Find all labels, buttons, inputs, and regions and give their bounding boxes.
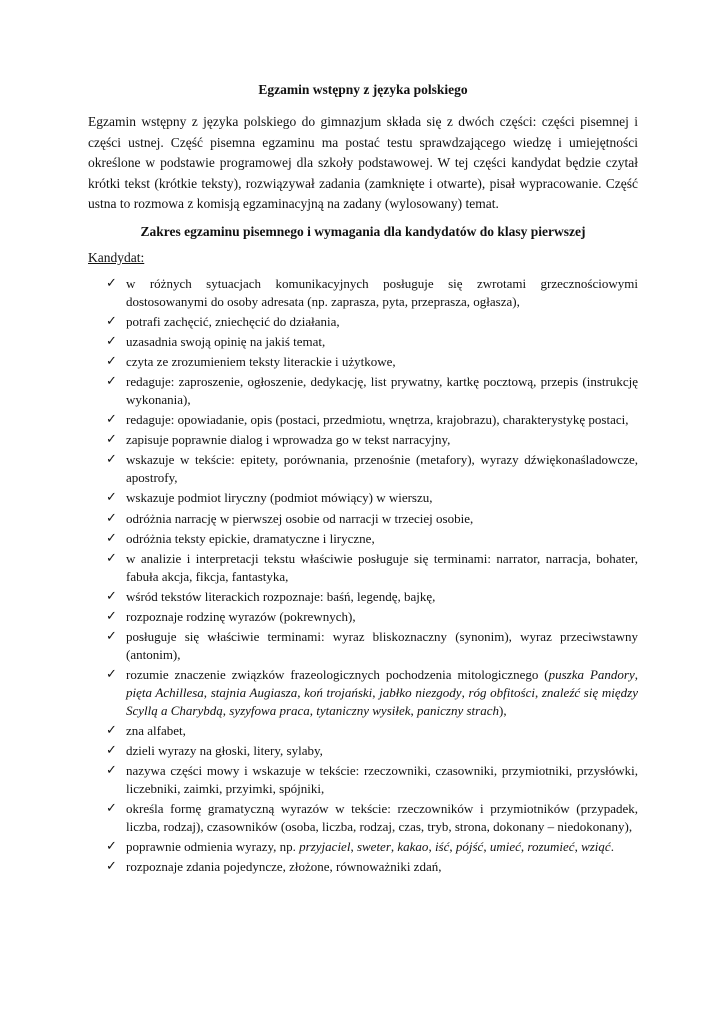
requirements-list xyxy=(88,275,638,876)
italic-term: róg obfitości xyxy=(468,684,535,700)
list-item-text xyxy=(126,431,638,449)
text-segment: wśród tekstów literackich rozpoznaje: baśń, legendę, bajkę, xyxy=(126,588,436,604)
italic-term: tytaniczny wysiłek xyxy=(316,702,411,718)
text-segment: , xyxy=(534,684,542,700)
checkmark-icon: ✓ xyxy=(106,334,117,350)
list-item xyxy=(88,353,638,371)
text-segment: , xyxy=(372,684,380,700)
text-segment: redaguje: zaproszenie, ogłoszenie, dedykację, list prywatny, kartkę pocztową, przepis (instrukcję wykonania), xyxy=(126,374,638,408)
checkmark-icon: ✓ xyxy=(106,722,117,738)
list-item-text xyxy=(126,722,638,740)
italic-term: puszka Pandory xyxy=(548,666,635,682)
list-item xyxy=(88,666,638,720)
list-item xyxy=(88,608,638,626)
checkmark-icon: ✓ xyxy=(106,510,117,526)
page-title: Egzamin wstępny z języka polskiego xyxy=(258,82,468,97)
text-segment: , xyxy=(520,839,528,854)
list-item xyxy=(88,800,638,836)
italic-term: syzyfowa praca xyxy=(229,702,310,718)
text-segment: czyta ze zrozumieniem teksty literackie i użytkowe, xyxy=(126,354,396,370)
checkmark-icon: ✓ xyxy=(106,354,117,370)
checkmark-icon: ✓ xyxy=(106,666,117,682)
list-item-text xyxy=(126,451,638,487)
list-item-text xyxy=(126,858,638,876)
checkmark-icon: ✓ xyxy=(106,588,117,604)
list-item-text xyxy=(126,666,638,720)
list-item-text xyxy=(126,510,638,528)
list-item xyxy=(88,550,638,586)
text-segment: rozpoznaje rodzinę wyrazów (pokrewnych), xyxy=(126,608,356,624)
checkmark-icon: ✓ xyxy=(106,275,117,291)
checkmark-icon: ✓ xyxy=(106,763,117,778)
text-segment: , xyxy=(483,839,490,854)
text-segment: , xyxy=(428,839,435,854)
list-item-text xyxy=(126,353,638,371)
italic-term: rozumieć xyxy=(527,839,575,854)
list-item-text xyxy=(126,313,638,331)
list-item xyxy=(88,275,638,311)
list-item xyxy=(88,722,638,740)
list-item-text xyxy=(126,608,638,626)
italic-term: sweter xyxy=(356,839,391,854)
section-heading: Zakres egzaminu pisemnego i wymagania dla kandydatów do klasy pierwszej xyxy=(140,223,586,239)
text-segment: ), xyxy=(498,702,507,718)
checkmark-icon: ✓ xyxy=(106,550,117,566)
list-item-text xyxy=(126,588,638,606)
italic-term: pięta Achillesa xyxy=(126,684,204,700)
text-segment: , xyxy=(222,702,230,718)
text-segment: poprawnie odmienia wyrazy, np. xyxy=(126,839,300,854)
list-item-text xyxy=(126,333,638,351)
italic-term: stajnia Augiasza xyxy=(210,684,298,700)
list-item-text xyxy=(126,800,638,836)
italic-term: koń trojański xyxy=(304,684,373,700)
list-item-text xyxy=(126,838,638,856)
list-item-text xyxy=(126,411,638,429)
list-item xyxy=(88,333,638,351)
italic-term: jabłko niezgody xyxy=(379,684,462,700)
list-item-text xyxy=(126,762,638,798)
list-item xyxy=(88,530,638,548)
text-segment: rozpoznaje zdania pojedyncze, złożone, równoważniki zdań, xyxy=(126,859,442,875)
checkmark-icon: ✓ xyxy=(106,742,117,758)
italic-term: wziąć xyxy=(581,839,611,854)
text-segment: odróżnia teksty epickie, dramatyczne i liryczne, xyxy=(126,530,375,546)
checkmark-icon: ✓ xyxy=(106,452,117,468)
text-segment: zapisuje poprawnie dialog i wprowadza go w tekst narracyjny, xyxy=(126,432,451,448)
text-segment: określa formę gramatyczną wyrazów w tekście: rzeczowników i przymiotników (przypadek, liczba, rodzaj), czasowników (osoba, liczba, rodzaj, czas, tryb, strona, dokonany – niedokonany), xyxy=(126,801,638,834)
text-segment: rozumie znaczenie związków frazeologicznych pochodzenia mitologicznego ( xyxy=(126,666,549,682)
list-item xyxy=(88,489,638,507)
text-segment: w różnych sytuacjach komunikacyjnych posługuje się zwrotami grzecznościowymi dostosowanymi do osoby adresata (np. zaprasza, pyta, przeprasza, ogłasza), xyxy=(126,275,638,309)
italic-term: przyjaciel xyxy=(299,839,351,854)
checkmark-icon: ✓ xyxy=(106,608,117,624)
text-segment: wskazuje podmiot liryczny (podmiot mówiący) w wierszu, xyxy=(126,490,433,506)
list-item xyxy=(88,313,638,331)
italic-term: kakao xyxy=(397,839,429,854)
text-segment: uzasadnia swoją opinię na jakiś temat, xyxy=(126,334,326,350)
text-segment: redaguje: opowiadanie, opis (postaci, przedmiotu, wnętrza, krajobrazu), charakterystykę postaci, xyxy=(126,412,629,428)
italic-term: pójść xyxy=(455,839,484,854)
text-segment: zna alfabet, xyxy=(126,722,186,738)
document-page xyxy=(88,82,638,878)
list-item xyxy=(88,858,638,876)
list-item xyxy=(88,762,638,798)
text-segment: , xyxy=(449,839,456,854)
list-item xyxy=(88,510,638,528)
list-item xyxy=(88,628,638,664)
checkmark-icon: ✓ xyxy=(106,432,117,448)
text-segment: odróżnia narrację w pierwszej osobie od narracji w trzeciej osobie, xyxy=(126,510,474,526)
text-segment: w analizie i interpretacji tekstu właściwie posługuje się terminami: narrator, narracja, bohater, fabuła akcja, fikcja, fantastyka, xyxy=(126,550,638,584)
list-item xyxy=(88,373,638,409)
list-item xyxy=(88,451,638,487)
italic-term: paniczny strach xyxy=(417,702,499,718)
text-segment: , xyxy=(574,839,582,854)
text-segment: potrafi zachęcić, zniechęcić do działania, xyxy=(126,313,340,329)
checkmark-icon: ✓ xyxy=(106,801,117,816)
checkmark-icon: ✓ xyxy=(106,374,117,390)
text-segment: , xyxy=(390,839,398,854)
checkmark-icon: ✓ xyxy=(106,859,117,875)
text-segment: , xyxy=(410,702,418,718)
text-segment: , xyxy=(309,702,317,718)
list-item xyxy=(88,411,638,429)
text-segment: posługuje się właściwie terminami: wyraz bliskoznaczny (synonim), wyraz przeciwstawny (antonim), xyxy=(126,628,638,662)
italic-term: umieć xyxy=(489,839,521,854)
intro-paragraph: Egzamin wstępny z języka polskiego do gimnazjum składa się z dwóch części: części pisemnej i części ustnej. Część pisemna egzaminu ma postać testu sprawdzającego wiedzę i umiejętności określone w podstawie programowej dla szkoły podstawowej. W tej części kandydat będzie czytał krótki tekst (krótkie teksty), rozwiązywał zadania (zamknięte i otwarte), pisał wypracowanie. Część ustna to rozmowa z komisją egzaminacyjną na zadany (wylosowany) temat. xyxy=(88,114,638,212)
text-segment: dzieli wyrazy na głoski, litery, sylaby, xyxy=(126,742,323,758)
italic-term: znaleźć się między Scyllą a Charybdą xyxy=(126,684,638,718)
list-item xyxy=(88,742,638,760)
text-segment: , xyxy=(350,839,357,854)
checkmark-icon: ✓ xyxy=(106,530,117,546)
list-item-text xyxy=(126,489,638,507)
list-item-text xyxy=(126,275,638,311)
text-segment: wskazuje w tekście: epitety, porównania, przenośnie (metafory), wyrazy dźwiękonaśladowcze, apostrofy, xyxy=(126,452,638,486)
checkmark-icon: ✓ xyxy=(106,412,117,428)
list-item xyxy=(88,838,638,856)
checkmark-icon: ✓ xyxy=(106,313,117,329)
text-segment: , xyxy=(297,684,305,700)
checkmark-icon: ✓ xyxy=(106,628,117,644)
text-segment: . xyxy=(610,839,614,854)
text-segment: nazywa części mowy i wskazuje w tekście: rzeczowniki, czasowniki, przymiotniki, przysłówki, liczebniki, zaimki, przyimki, spójniki, xyxy=(126,763,638,796)
text-segment: , xyxy=(461,684,469,700)
checkmark-icon: ✓ xyxy=(106,490,117,506)
italic-term: iść xyxy=(434,839,450,854)
candidate-label: Kandydat: xyxy=(88,249,145,265)
text-segment: , xyxy=(634,666,638,682)
list-item-text xyxy=(126,742,638,760)
list-item-text xyxy=(126,550,638,586)
text-segment: , xyxy=(203,684,211,700)
checkmark-icon: ✓ xyxy=(106,839,117,854)
list-item-text xyxy=(126,628,638,664)
list-item-text xyxy=(126,373,638,409)
list-item-text xyxy=(126,530,638,548)
list-item xyxy=(88,588,638,606)
list-item xyxy=(88,431,638,449)
